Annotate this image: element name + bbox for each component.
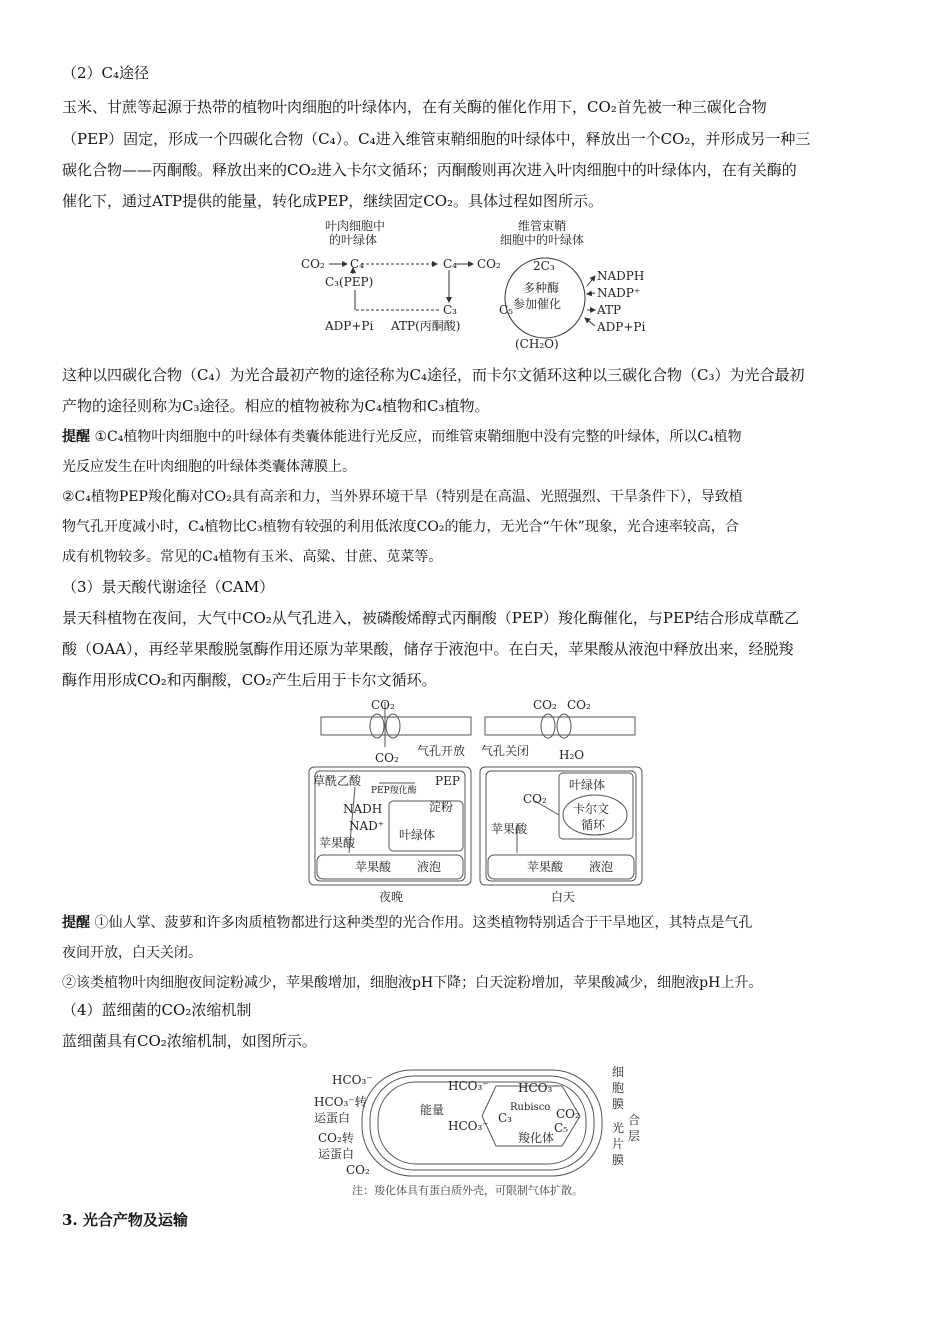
c4-para-line: （PEP）固定，形成一个四碳化合物（C₄）。C₄进入维管束鞘细胞的叶绿体中，释放出一个CO₂，并形成另一种三 xyxy=(62,130,811,148)
nad-label: NAD⁺ xyxy=(349,819,385,833)
malate-label: 苹果酸 xyxy=(527,860,564,874)
transporter-label: HCO₃⁻转 xyxy=(314,1095,367,1109)
stoma-closed-label: 气孔关闭 xyxy=(481,744,530,758)
hco3-label: HCO₃⁻ xyxy=(518,1081,559,1095)
starch-label: 淀粉 xyxy=(429,800,454,814)
c3-label: C₃ xyxy=(498,1111,512,1125)
cam-tip-row xyxy=(62,908,892,938)
membrane-label: 细 xyxy=(612,1065,625,1079)
night-label: 夜晚 xyxy=(379,890,404,904)
tip-text: 成有机物较多。常见的C₄植物有玉米、高粱、甘蔗、苋菜等。 xyxy=(62,549,443,565)
cyano-para-line: 蓝细菌具有CO₂浓缩机制，如图所示。 xyxy=(62,1032,317,1050)
calvin-label: 循环 xyxy=(581,818,606,832)
oaa-label: 草酰乙酸 xyxy=(313,774,362,788)
photo-membrane-label: 层 xyxy=(628,1129,641,1143)
c4-tip-row xyxy=(62,422,892,452)
hco3-label: HCO₃⁻ xyxy=(448,1119,489,1133)
c4-label: C₄ xyxy=(350,257,364,271)
meso-title: 叶肉细胞中 xyxy=(325,219,386,233)
next-section-heading: 3. 光合产物及运输 xyxy=(62,1211,188,1229)
pep-enzyme-label: PEP羧化酶 xyxy=(371,786,417,796)
nadph-label: NADPH xyxy=(597,269,645,283)
pep-label: C₃(PEP) xyxy=(325,275,374,289)
cyanobacteria-diagram xyxy=(312,1062,652,1202)
tip-text: ①C₄植物叶肉细胞中的叶绿体有类囊体能进行光反应，而维管束鞘细胞中没有完整的叶绿体，所以C₄植物 xyxy=(94,429,742,445)
pep-label: PEP xyxy=(435,774,460,788)
chloroplast-label: 叶绿体 xyxy=(399,828,436,842)
bundle-title: 细胞中的叶绿体 xyxy=(500,233,585,247)
malate-label: 苹果酸 xyxy=(355,860,392,874)
tip-text: 夜间开放，白天关闭。 xyxy=(62,945,202,961)
cam-para-line: 酸（OAA），再经苹果酸脱氢酶作用还原为苹果酸，储存于液泡中。在白天，苹果酸从液泡中释放出来，经脱羧 xyxy=(62,640,794,658)
c5-label: C₅ xyxy=(554,1121,568,1135)
atp-label: ATP xyxy=(597,303,622,317)
c4-label: C₄ xyxy=(443,257,457,271)
tip-text: 光反应发生在叶肉细胞的叶绿体类囊体薄膜上。 xyxy=(62,459,356,475)
section-cam-heading: （3）景天酸代谢途径（CAM） xyxy=(62,578,275,596)
co2-label: CO₂ xyxy=(556,1107,580,1121)
nadp-label: NADP⁺ xyxy=(597,286,641,300)
c4-para-line: 催化下，通过ATP提供的能量，转化成PEP，继续固定CO₂。具体过程如图所示。 xyxy=(62,192,604,210)
co2-label: CO₂ xyxy=(477,257,501,271)
c4-pathway-diagram xyxy=(295,218,665,358)
cam-para-line: 景天科植物在夜间，大气中CO₂从气孔进入，被磷酸烯醇式丙酮酸（PEP）羧化酶催化，与PEP结合形成草酰乙 xyxy=(62,609,800,627)
co2-label: CO₂ xyxy=(301,257,325,271)
transporter-label: 运蛋白 xyxy=(318,1147,355,1161)
photo-membrane-label: 片 xyxy=(612,1137,625,1151)
malate-label: 苹果酸 xyxy=(319,836,356,850)
two-c3-label: 2C₃ xyxy=(533,259,555,273)
transporter-label: 运蛋白 xyxy=(314,1111,351,1125)
meso-title: 的叶绿体 xyxy=(329,233,378,247)
transporter-label: CO₂转 xyxy=(318,1131,354,1145)
energy-label: 能量 xyxy=(420,1103,445,1117)
rubisco-label: Rubisco xyxy=(510,1102,551,1113)
diagram-note: 注：羧化体具有蛋白质外壳，可限制气体扩散。 xyxy=(352,1184,583,1197)
membrane-label: 胞 xyxy=(612,1081,625,1095)
tip-text: ②C₄植物PEP羧化酶对CO₂具有高亲和力，当外界环境干旱（特别是在高温、光照强烈、干旱条件下），导致植 xyxy=(62,489,743,505)
carboxysome-label: 羧化体 xyxy=(518,1131,555,1145)
tip-text: ①仙人掌、菠萝和许多肉质植物都进行这种类型的光合作用。这类植物特别适合于干旱地区，其特点是气孔 xyxy=(94,915,753,931)
vacuole-label: 液泡 xyxy=(589,860,614,874)
stoma-open-label: 气孔开放 xyxy=(417,744,466,758)
co2-label: CO₂ xyxy=(523,792,547,806)
enzyme-label: 多种酶 xyxy=(523,281,560,295)
tip-label: 提醒 xyxy=(62,915,90,931)
c3-label: C₃ xyxy=(443,303,457,317)
tip-text: 物气孔开度减小时，C₄植物比C₃植物有较强的利用低浓度CO₂的能力，无光合“午休”现象，光合速率较高，合 xyxy=(62,519,739,535)
hco3-label: HCO₃⁻ xyxy=(332,1073,373,1087)
photo-membrane-label: 光 xyxy=(612,1121,625,1135)
ch2o-label: (CH₂O) xyxy=(515,337,559,351)
bundle-title: 维管束鞘 xyxy=(518,219,567,233)
co2-label: CO₂ xyxy=(567,698,591,712)
cam-diagram xyxy=(305,697,650,905)
co2-label: CO₂ xyxy=(375,751,399,765)
section-c4-heading: （2）C₄途径 xyxy=(62,64,150,82)
tip-text: ②该类植物叶肉细胞夜间淀粉减少，苹果酸增加，细胞液pH下降；白天淀粉增加，苹果酸减少，细胞液pH上升。 xyxy=(62,975,763,991)
c4-after-line: 产物的途径则称为C₃途径。相应的植物被称为C₄植物和C₃植物。 xyxy=(62,397,490,415)
malate-label: 苹果酸 xyxy=(491,822,528,836)
c4-para-line: 碳化合物——丙酮酸。释放出来的CO₂进入卡尔文循环；丙酮酸则再次进入叶肉细胞中的叶绿体内，在有关酶的 xyxy=(62,161,797,179)
hco3-label: HCO₃⁻ xyxy=(448,1079,489,1093)
photo-membrane-label: 膜 xyxy=(612,1153,625,1167)
c4-after-line: 这种以四碳化合物（C₄）为光合最初产物的途径称为C₄途径，而卡尔文循环这种以三碳化合物（C₃）为光合最初 xyxy=(62,366,805,384)
vacuole-label: 液泡 xyxy=(417,860,442,874)
adp-label: ADP+Pi xyxy=(325,319,374,333)
adp-label: ADP+Pi xyxy=(597,320,646,334)
co2-label: CO₂ xyxy=(533,698,557,712)
h2o-label: H₂O xyxy=(559,748,585,762)
co2-label: CO₂ xyxy=(346,1163,370,1177)
c4-para-line: 玉米、甘蔗等起源于热带的植物叶肉细胞的叶绿体内，在有关酶的催化作用下，CO₂首先被一种三碳化合物 xyxy=(62,98,767,116)
membrane-label: 膜 xyxy=(612,1097,625,1111)
tip-label: 提醒 xyxy=(62,429,90,445)
c5-label: C₅ xyxy=(499,303,513,317)
enzyme-label: 参加催化 xyxy=(513,297,562,311)
calvin-label: 卡尔文 xyxy=(573,802,610,816)
co2-label: CO₂ xyxy=(371,698,395,712)
atp-pyruvate-label: ATP(丙酮酸) xyxy=(391,319,461,333)
chloroplast-label: 叶绿体 xyxy=(569,778,606,792)
day-label: 白天 xyxy=(551,890,576,904)
nadh-label: NADH xyxy=(343,802,383,816)
photo-membrane-label: 合 xyxy=(628,1113,641,1127)
cam-para-line: 酶作用形成CO₂和丙酮酸，CO₂产生后用于卡尔文循环。 xyxy=(62,671,437,689)
section-cyano-heading: （4）蓝细菌的CO₂浓缩机制 xyxy=(62,1001,252,1019)
